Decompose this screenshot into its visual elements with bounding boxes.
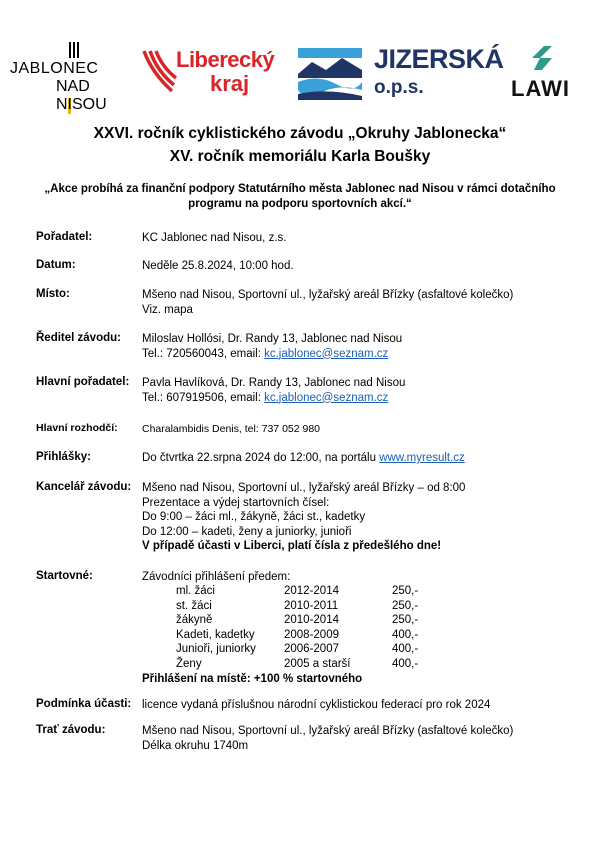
participation-condition-value: licence vydaná příslušnou národní cyklistickou federací pro rok 2024 [142,699,491,711]
race-office-warning: V případě účasti v Liberci, platí čísla z předešlého dne! [142,540,442,553]
race-director-value [142,332,402,361]
jablonec-logo-line2: NAD [56,78,90,95]
main-organizer-contact [142,391,405,406]
table-row [176,658,432,673]
fee-category: Kadeti, kadetky [176,628,255,641]
race-office-line1: Mšeno nad Nisou, Sportovní ul., lyžařský areál Břízky – od 8:00 [142,482,466,494]
funding-note-line2: programu na podporu sportovních akcí.“ [188,198,412,210]
date-label: Datum: [36,259,76,271]
race-track-line1: Mšeno nad Nisou, Sportovní ul., lyžařský areál Břízky (asfaltové kolečko) [142,725,514,737]
fee-amount: 250,- [392,614,419,627]
jablonec-logo [10,42,130,112]
race-track-label: Trať závodu: [36,724,106,736]
place-value [142,288,513,317]
table-row [176,629,432,644]
fee-years: 2005 a starší [284,657,351,670]
event-title: XXVI. ročník cyklistického závodu „Okruhy Jablonecka“ [93,125,507,142]
fee-years: 2008-2009 [284,628,339,641]
place-line2: Viz. mapa [142,303,193,316]
registration-value [142,451,465,466]
registration-label: Přihlášky: [36,451,91,463]
table-row [176,643,432,658]
race-director-contact [142,347,402,362]
race-office-line2: Prezentace a výdej startovních čísel: [142,496,330,509]
liberecky-kraj-logo [138,45,278,100]
jablonec-logo-line1: JABLONEC [10,60,99,77]
fee-years: 2012-2014 [284,585,339,597]
liberecky-kraj-emblem-icon [138,47,178,95]
chief-referee-label: Hlavní rozhodčí: [36,422,118,434]
main-organizer-email-link[interactable]: kc.jablonec@seznam.cz [264,391,389,404]
fee-category: žákyně [176,614,213,627]
fee-category: Ženy [176,657,202,670]
place-line1: Mšeno nad Nisou, Sportovní ul., lyžařský areál Břízky (asfaltové kolečko) [142,289,514,301]
race-track-line2: Délka okruhu 1740m [142,739,249,752]
race-director-label: Ředitel závodu: [36,332,121,344]
jablonec-logo-line3: NISOU [56,96,107,113]
liberecky-logo-line2: kraj [210,71,250,96]
logo-bar [0,30,600,113]
race-office-label: Kancelář závodu: [36,481,132,493]
jizerska-logo-line1: JIZERSKÁ [374,44,504,74]
main-organizer-line1: Pavla Havlíková, Dr. Randy 13, Jablonec nad Nisou [142,377,406,389]
organizer-value: KC Jablonec nad Nisou, z.s. [142,232,287,244]
race-office-line3: Do 9:00 – žáci ml., žákyně, žáci st., kadetky [142,511,366,524]
jizerska-logo-line2: o.p.s. [374,77,424,98]
liberecky-logo-line1: Liberecký [176,47,275,72]
jizerska-logo [296,44,504,104]
main-organizer-tel: Tel.: 607919506, email: [142,391,265,404]
funding-note [40,182,560,212]
entry-fee-table [176,585,432,673]
race-office-line4: Do 12:00 – kadeti, ženy a juniorky, junioři [142,525,352,538]
fee-amount: 400,- [392,643,419,656]
race-office-value [142,481,465,554]
fee-amount: 250,- [392,599,419,612]
table-row [176,585,432,600]
main-organizer-value [142,376,405,405]
entry-fee-label: Startovné: [36,570,93,582]
myresult-link[interactable]: www.myresult.cz [379,452,465,464]
race-track-value [142,724,513,753]
fee-years: 2006-2007 [284,643,339,656]
fee-category: st. žáci [176,599,212,612]
participation-condition-label: Podmínka účasti: [36,698,132,710]
race-director-email-link[interactable]: kc.jablonec@seznam.cz [264,347,389,360]
table-row [176,600,432,615]
fee-category: Junioři, juniorky [176,643,256,656]
funding-note-line1: „Akce probíhá za finanční podpory Statutárního města Jablonec nad Nisou v rámci dotačního [44,183,556,195]
place-label: Místo: [36,288,70,300]
onsite-fee-note: Přihlášení na místě: +100 % startovného [142,673,363,685]
entry-fee-intro: Závodníci přihlášení předem: [142,571,291,583]
fee-amount: 400,- [392,628,419,641]
fee-amount: 400,- [392,657,419,670]
lawi-logo [508,42,586,102]
lawi-emblem-icon [526,42,560,74]
race-director-tel: Tel.: 720560043, email: [142,347,265,360]
registration-text: Do čtvrtka 22.srpna 2024 do 12:00, na portálu [142,452,380,464]
race-director-line1: Miloslav Hollósi, Dr. Randy 13, Jablonec nad Nisou [142,333,403,345]
fee-years: 2010-2014 [284,614,339,627]
chief-referee-value: Charalambidis Denis, tel: 737 052 980 [142,423,321,435]
table-row [176,614,432,629]
date-value: Neděle 25.8.2024, 10:00 hod. [142,260,294,272]
organizer-label: Pořadatel: [36,231,93,243]
lawi-logo-text: LAWI [511,76,570,101]
fee-category: ml. žáci [176,585,215,597]
main-organizer-label: Hlavní pořadatel: [36,376,130,388]
fee-years: 2010-2011 [284,599,339,612]
event-subtitle: XV. ročník memoriálu Karla Boušky [169,148,431,165]
fee-amount: 250,- [392,585,419,597]
jizerska-landscape-icon [296,44,364,102]
